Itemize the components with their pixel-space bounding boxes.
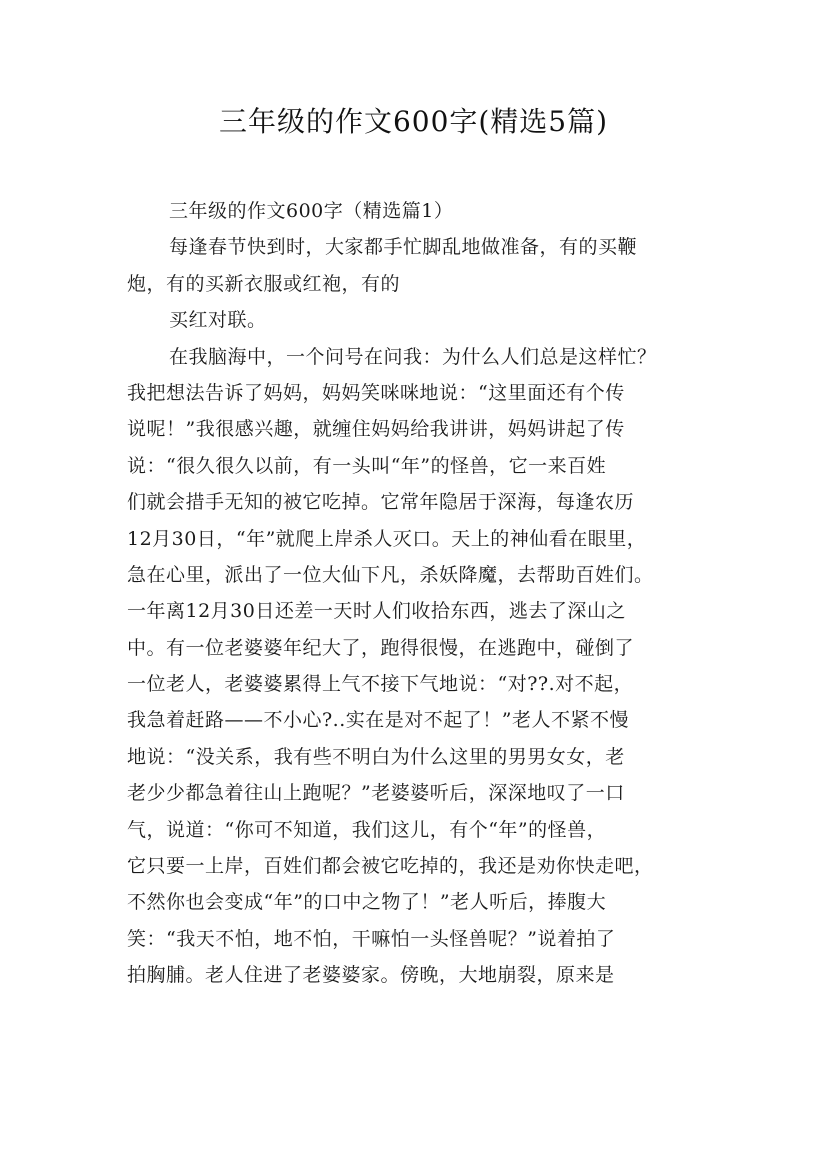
essay-body bbox=[127, 193, 717, 994]
text-line: 老少少都急着往山上跑呢？”老婆婆听后，深深地叹了一口 bbox=[127, 782, 625, 805]
text-line: 一位老人，老婆婆累得上气不接下气地说：“对??.对不起， bbox=[127, 673, 634, 696]
text-line: 拍胸脯。老人住进了老婆婆家。傍晚，大地崩裂，原来是 bbox=[127, 964, 615, 987]
text-line: 我急着赶路——不小心?..实在是对不起了！”老人不紧不慢 bbox=[127, 709, 629, 732]
text-line: 买红对联。 bbox=[169, 309, 267, 332]
text-line: 笑：“我天不怕，地不怕，干嘛怕一头怪兽呢？”说着拍了 bbox=[127, 927, 616, 950]
text-line: 它只要一上岸，百姓们都会被它吃掉的，我还是劝你快走吧， bbox=[127, 855, 654, 878]
text-line: 我把想法告诉了妈妈，妈妈笑咪咪地说：“这里面还有个传 bbox=[127, 381, 625, 404]
text-line: 三年级的作文600字（精选篇1） bbox=[169, 200, 454, 222]
text-line: 12月30日，“年”就爬上岸杀人灭口。天上的神仙看在眼里， bbox=[127, 527, 647, 550]
text-line: 说呢！”我很感兴趣，就缠住妈妈给我讲讲，妈妈讲起了传 bbox=[127, 418, 625, 441]
document-title: 三年级的作文600字(精选5篇) bbox=[218, 105, 609, 138]
text-line: 说：“很久很久以前，有一头叫“年”的怪兽，它一来百姓 bbox=[127, 454, 607, 477]
text-line: 不然你也会变成“年”的口中之物了！”老人听后，捧腹大 bbox=[127, 891, 607, 914]
text-line: 一年离12月30日还差一天时人们收拾东西，逃去了深山之 bbox=[127, 600, 626, 623]
text-line: 中。有一位老婆婆年纪大了，跑得很慢，在逃跑中，碰倒了 bbox=[127, 636, 635, 659]
text-line: 在我脑海中，一个问号在问我：为什么人们总是这样忙？ bbox=[169, 345, 657, 368]
text-line: 急在心里，派出了一位大仙下凡，杀妖降魔，去帮助百姓们。 bbox=[127, 563, 654, 586]
text-line: 每逢春节快到时，大家都手忙脚乱地做准备，有的买鞭 bbox=[169, 236, 638, 259]
text-line: 炮，有的买新衣服或红袍，有的 bbox=[127, 272, 401, 295]
text-line: 们就会措手无知的被它吃掉。它常年隐居于深海，每逢农历 bbox=[127, 491, 635, 514]
text-line: 气，说道：“你可不知道，我们这儿，有个“年”的怪兽， bbox=[127, 818, 607, 841]
text-line: 地说：“没关系，我有些不明白为什么这里的男男女女，老 bbox=[127, 745, 625, 768]
